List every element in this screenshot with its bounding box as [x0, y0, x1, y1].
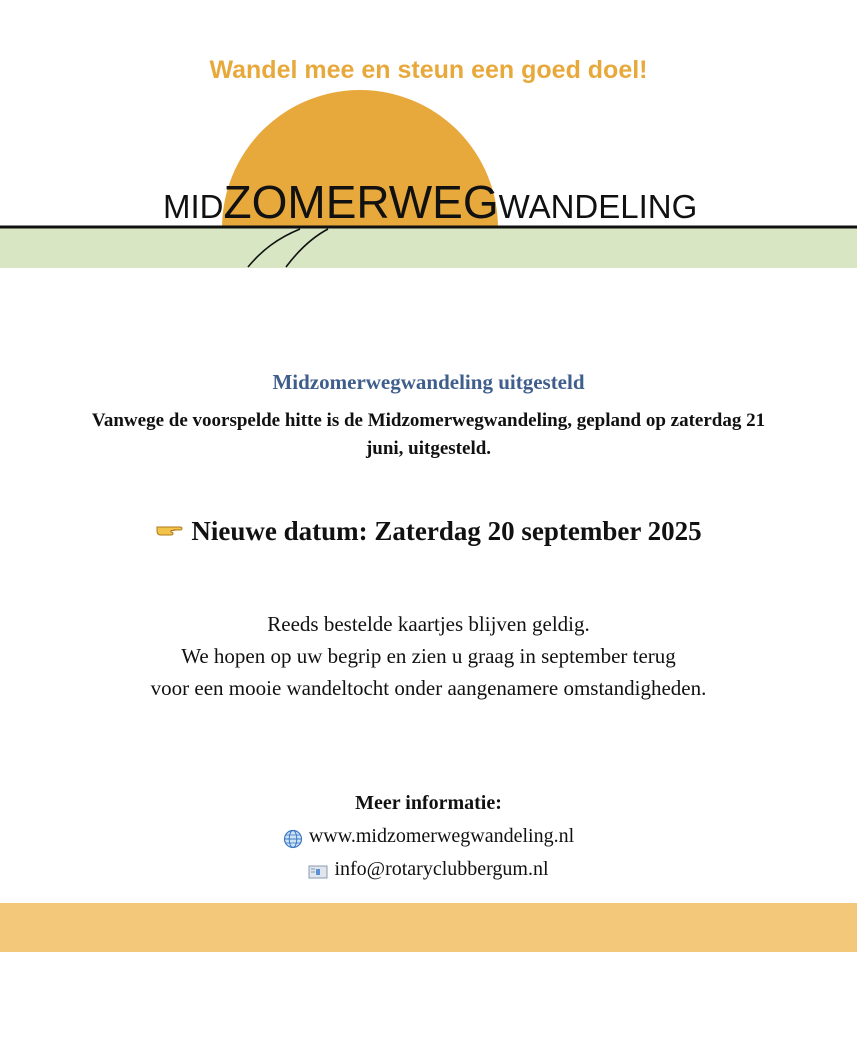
notice-line-2: juni, uitgesteld. — [365, 438, 492, 459]
info-title: Meer informatie: — [355, 792, 502, 814]
message-line: We hopen op uw begrip en zien u graag in september terug — [181, 644, 676, 668]
page-title: Midzomerwegwandeling uitgesteld — [272, 370, 585, 394]
logo-grass — [0, 228, 857, 268]
envelope-icon — [308, 860, 328, 880]
postponement-notice — [0, 407, 857, 463]
message-line: Reeds bestelde kaartjes blijven geldig. — [267, 612, 590, 636]
website-row — [0, 820, 857, 853]
footer-bar — [0, 903, 857, 952]
message-block — [0, 608, 857, 704]
pointing-hand-icon — [155, 518, 183, 544]
logo — [0, 90, 857, 270]
new-date — [0, 516, 857, 547]
contact-info — [0, 787, 857, 886]
email-link[interactable]: info@rotaryclubbergum.nl — [334, 858, 549, 880]
notice-line-1: Vanwege de voorspelde hitte is de Midzomerwegwandeling, gepland op zaterdag 21 — [91, 410, 766, 431]
tagline: Wandel mee en steun een goed doel! — [209, 56, 648, 84]
globe-icon — [283, 827, 303, 847]
logo-wordmark: MIDZOMERWEGWANDELING — [163, 176, 698, 228]
website-link[interactable]: www.midzomerwegwandeling.nl — [308, 825, 575, 847]
email-row — [0, 853, 857, 886]
new-date-text: Nieuwe datum: Zaterdag 20 september 2025 — [191, 516, 702, 546]
message-line: voor een mooie wandeltocht onder aangenamere omstandigheden. — [150, 676, 707, 700]
